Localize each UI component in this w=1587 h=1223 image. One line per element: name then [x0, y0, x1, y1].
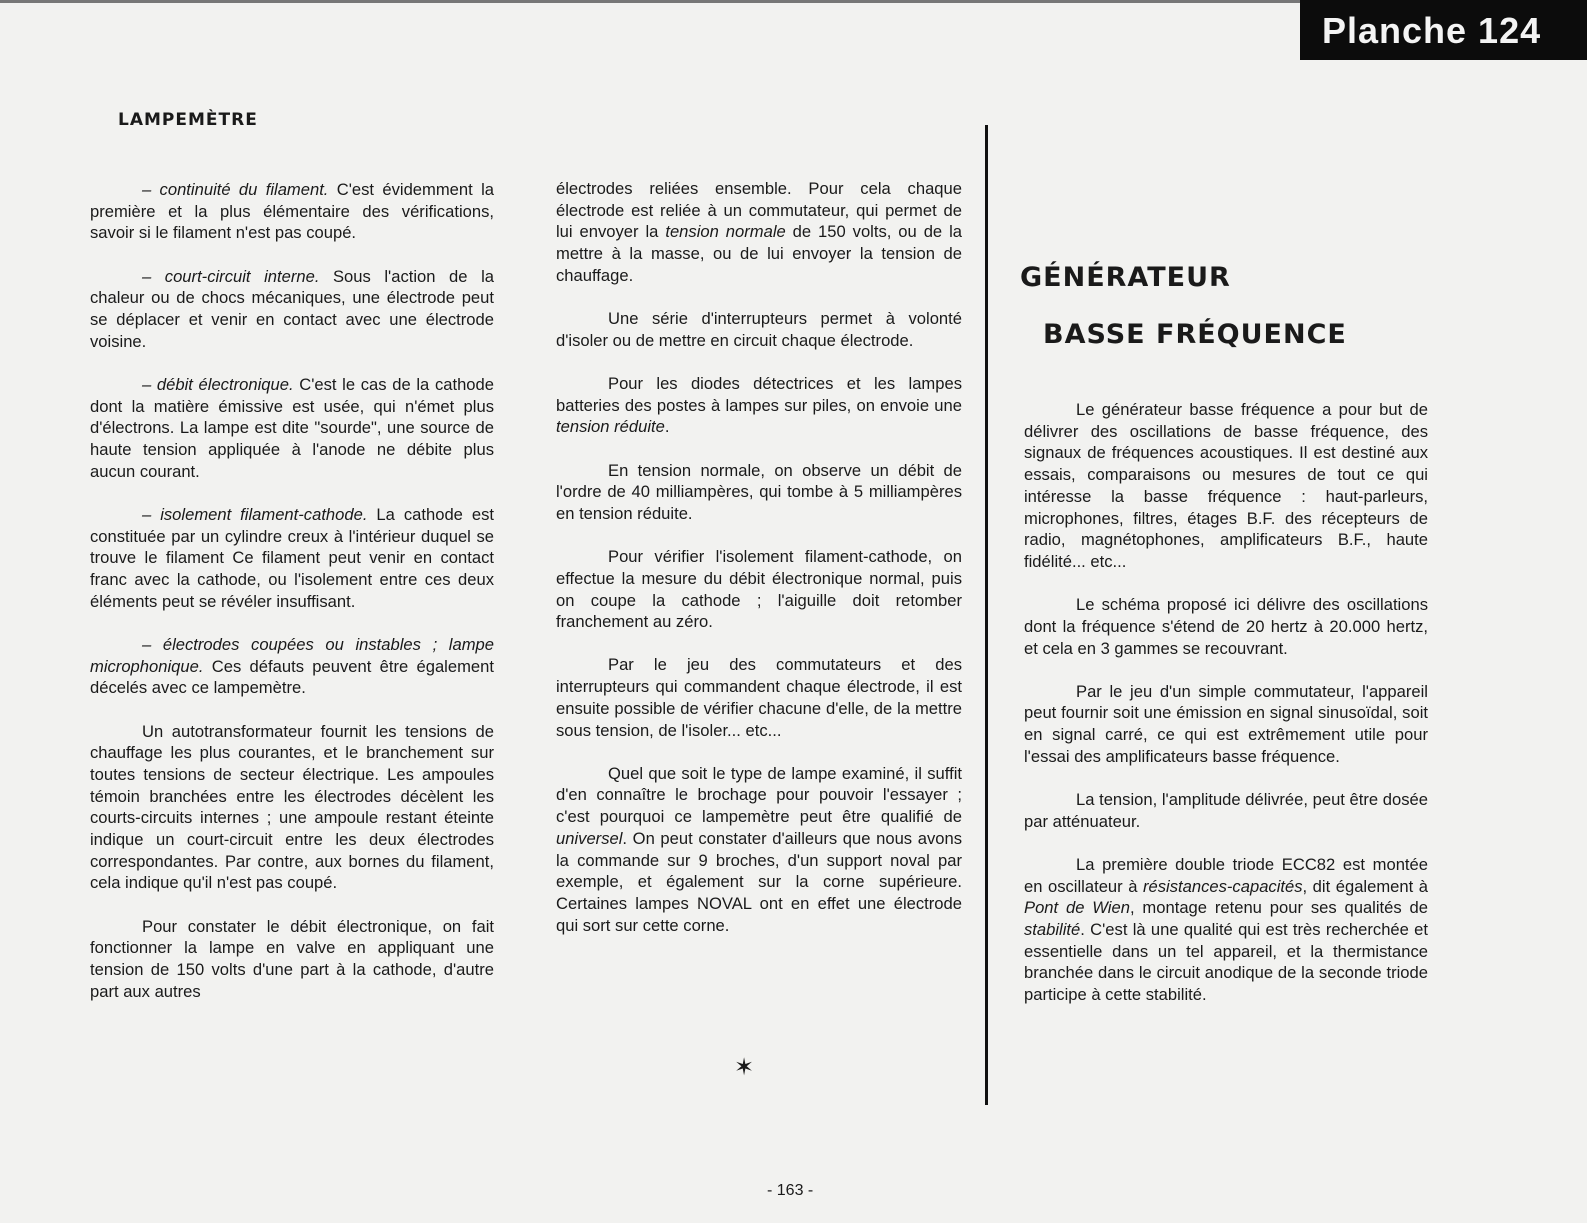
- text-run: de 150 volts, ou de la mettre à la masse, ou de lui envoyer la tension de chauffage.: [556, 222, 962, 285]
- text-run: Pour constater le débit électronique, on fait fonctionner la lampe en valve en appliquant une tension de 150 volts d'une part à la cathode, d'autre part aux autres: [90, 916, 494, 1001]
- paragraph: [556, 763, 962, 937]
- italic-text: – électrodes coupées ou instables ; lampe microphonique.: [90, 634, 494, 676]
- text-run: Par le jeu des commutateurs et des interrupteurs qui commandent chaque électrode, il est ensuite possible de vérifier chacune d'elle, de la mettre sous tension, de l'isoler... etc...: [556, 655, 962, 740]
- column-2: [556, 178, 962, 958]
- paragraph: [1024, 594, 1428, 659]
- text-run: La tension, l'amplitude délivrée, peut être dosée par atténuateur.: [1024, 790, 1428, 831]
- italic-text: – débit électronique.: [142, 374, 294, 394]
- italic-text: résistances-capacités: [1142, 876, 1303, 896]
- italic-text: stabilité: [1024, 920, 1081, 940]
- paragraph: [90, 266, 494, 353]
- italic-text: – isolement filament-cathode.: [142, 504, 368, 524]
- paragraph: [90, 504, 494, 613]
- italic-text: – continuité du filament.: [142, 180, 329, 199]
- text-run: Quel que soit le type de lampe examiné, il suffit d'en connaître le brochage pour pouvoir l'essayer ; c'est pourquoi ce lampemètre peut être qualifié de: [556, 763, 962, 827]
- paragraph: [556, 178, 962, 287]
- text-run: électrodes reliées ensemble. Pour cela chaque électrode est reliée à un commutateur, qui permet de lui envoyer la: [556, 179, 962, 242]
- text-run: Une série d'interrupteurs permet à volonté d'isoler ou de mettre en circuit chaque électrode.: [556, 309, 962, 350]
- star-ornament: ✶: [734, 1054, 755, 1081]
- page-number: - 163 -: [767, 1182, 814, 1199]
- paragraph: [556, 460, 962, 525]
- text-run: Le générateur basse fréquence a pour but de délivrer des oscillations de basse fréquence, des signaux de fréquences acoustiques. Il est destiné aux essais, comparaisons ou mesures de tout ce qui intéresse la basse fréquence : haut-parleurs, microphones, filtres, étages B.F. des récepteurs de radio, magnétophones, amplificateurs B.F., haute fidélité... etc...: [1024, 400, 1428, 571]
- text-run: , dit également à: [1302, 876, 1428, 896]
- column-3: [1024, 399, 1428, 1027]
- paragraph: [90, 916, 494, 1003]
- italic-text: tension réduite: [556, 417, 665, 437]
- italic-text: Pont de Wien: [1024, 898, 1130, 918]
- italic-text: universel: [556, 828, 623, 848]
- text-run: C'est le cas de la cathode dont la matière émissive est usée, qui n'émet plus d'électrons. La lampe est dite "sourde", une source de haute tension appliquée à l'anode ne débite plus aucun courant.: [90, 374, 494, 481]
- text-run: La cathode est constituée par un cylindre creux à l'intérieur duquel se trouve le filament Ce filament peut venir en contact franc avec la cathode, ou l'isolement entre ces deux éléments peut se révéler insuffisant.: [90, 504, 494, 611]
- heading-basse-frequence: BASSE FRÉQUENCE: [1043, 319, 1347, 350]
- paragraph: [90, 634, 494, 699]
- paragraph: [90, 179, 494, 244]
- text-run: Un autotransformateur fournit les tensions de chauffage les plus courantes, et le branchement sur toutes tensions de secteur électrique. Les ampoules témoin branchées entre les électrodes décèlent les courts-circuits internes ; une ampoule restant éteinte indique un court-circuit entre les deux électrodes correspondantes. Par contre, aux bornes du filament, cela indique qu'il n'est pas coupé.: [90, 721, 494, 893]
- paragraph: [556, 546, 962, 633]
- text-run: Pour les diodes détectrices et les lampes batteries des postes à lampes sur piles, on envoie une: [556, 373, 962, 415]
- text-run: . C'est là une qualité qui est très recherchée et essentielle dans un tel appareil, et la thermistance branchée dans le circuit anodique de la seconde triode participe à cette stabilité.: [1024, 920, 1428, 1005]
- italic-text: tension normale: [665, 222, 786, 242]
- paragraph: [90, 374, 494, 483]
- paragraph: [1024, 854, 1428, 1006]
- text-run: , montage retenu pour ses qualités de: [1129, 898, 1428, 918]
- column-1: [90, 179, 494, 1024]
- text-run: .: [664, 417, 670, 437]
- text-run: Pour vérifier l'isolement filament-cathode, on effectue la mesure du débit électronique normal, puis on coupe la cathode ; l'aiguille doit retomber franchement au zéro.: [556, 547, 962, 632]
- column-divider: [985, 125, 988, 1105]
- paragraph: [556, 654, 962, 741]
- text-run: Sous l'action de la chaleur ou de chocs mécaniques, une électrode peut se déplacer et venir en contact avec une électrode voisine.: [90, 266, 494, 351]
- text-run: La première double triode ECC82 est montée en oscillateur à: [1024, 854, 1428, 896]
- paragraph: [1024, 789, 1428, 832]
- text-run: Ces défauts peuvent être également décelés avec ce lampemètre.: [90, 656, 494, 698]
- text-run: En tension normale, on observe un débit de l'ordre de 40 milliampères, qui tombe à 5 milliampères en tension réduite.: [556, 460, 962, 523]
- heading-generateur: GÉNÉRATEUR: [1020, 262, 1231, 293]
- paragraph: [90, 721, 494, 895]
- paragraph: [1024, 681, 1428, 768]
- planche-label: Planche 124: [1300, 0, 1587, 60]
- paragraph: [1024, 399, 1428, 573]
- text-run: Par le jeu d'un simple commutateur, l'appareil peut fournir soit une émission en signal sinusoïdal, soit en signal carré, ce qui est extrêmement utile pour l'essai des amplificateurs basse fréquence.: [1024, 681, 1428, 766]
- text-run: C'est évidemment la première et la plus élémentaire des vérifications, savoir si le filament n'est pas coupé.: [90, 180, 494, 243]
- italic-text: – court-circuit interne.: [142, 266, 320, 286]
- paragraph: [556, 373, 962, 438]
- section-title: LAMPEMÈTRE: [118, 110, 258, 130]
- text-run: . On peut constater d'ailleurs que nous avons la commande sur 9 broches, d'un support noval par exemple, et également sur la corne supérieure. Certaines lampes NOVAL ont en effet une électrode qui sort sur cette corne.: [556, 828, 962, 935]
- top-edge-line: [0, 0, 1300, 3]
- text-run: Le schéma proposé ici délivre des oscillations dont la fréquence s'étend de 20 hertz à 20.000 hertz, et cela en 3 gammes se recouvrant.: [1024, 595, 1428, 658]
- paragraph: [556, 308, 962, 351]
